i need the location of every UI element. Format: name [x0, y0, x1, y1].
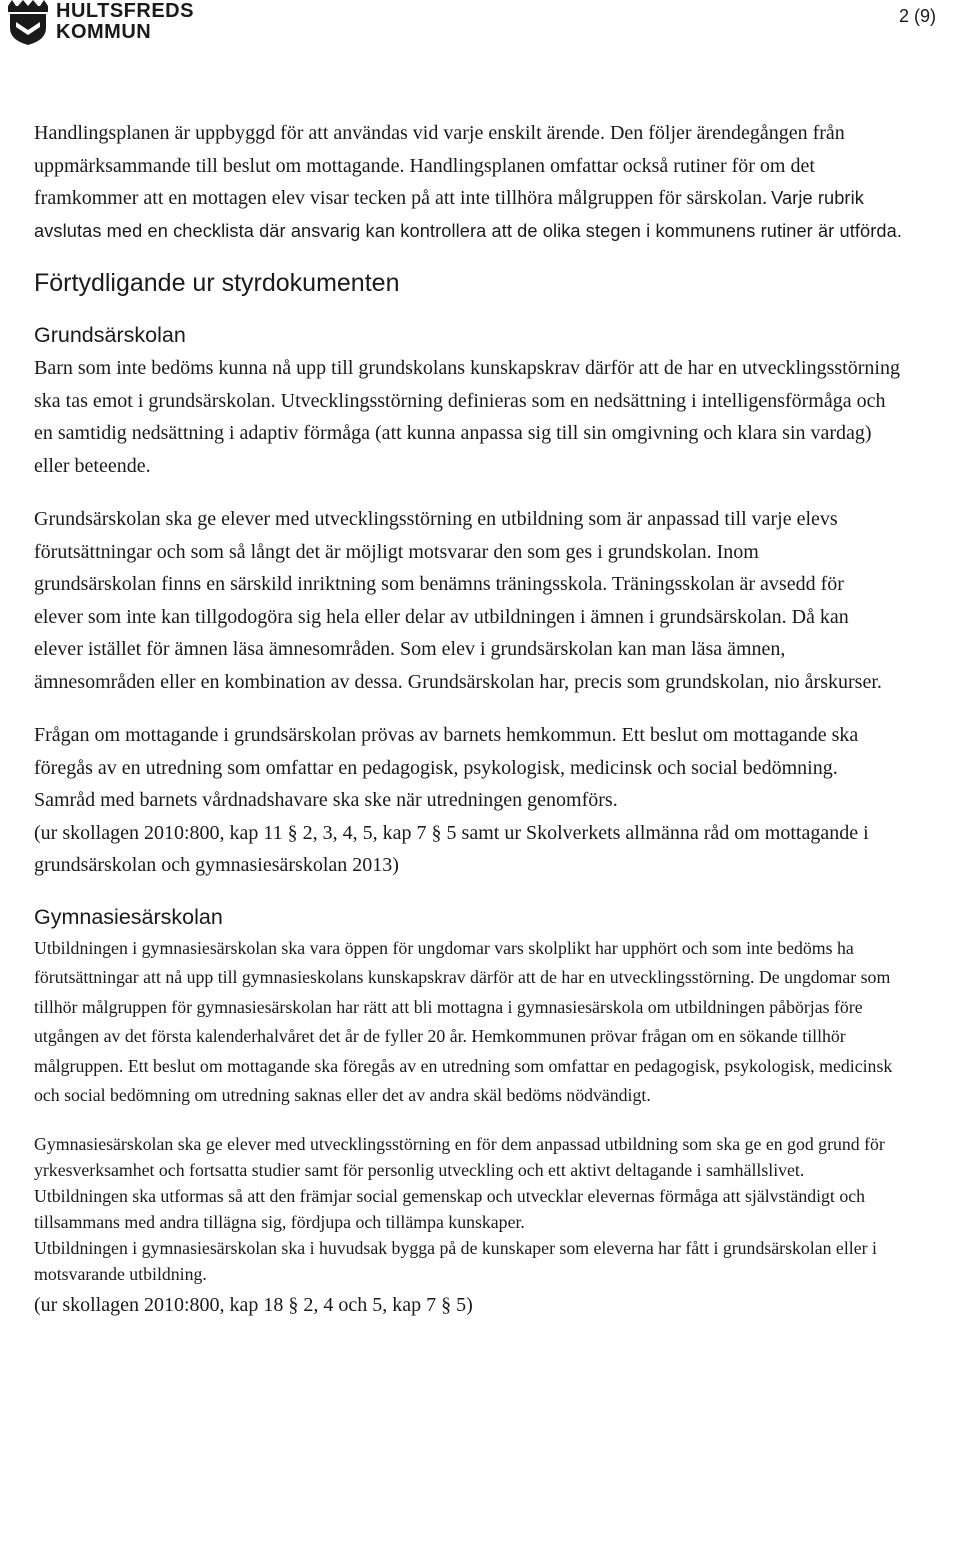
grundsarskolan-paragraph-3: Frågan om mottagande i grundsärskolan prövas av barnets hemkommun. Ett beslut om mottagande ska föregås av en utredning som omfattar en pedagogisk, psykologisk, medicinsk och social bedömning. Samråd med barnets vårdnadshavare ska ske när utredningen genomförs.: [34, 724, 859, 811]
intro-text-serif: Handlingsplanen är uppbyggd för att användas vid varje enskilt ärende. Den följer ärendegången från uppmärksammande till beslut om mottagande. Handlingsplanen omfattar också rutiner för om det framkommer att en mottagen elev visar tecken på att inte tillhöra målgruppen för särskolan.: [34, 122, 845, 209]
section-title: Förtydligande ur styrdokumenten: [34, 269, 400, 297]
grundsarskolan-paragraph-2: Grundsärskolan ska ge elever med utvecklingsstörning en utbildning som är anpassad till varje elevs förutsättningar och som så långt det är möjligt motsvarar den som ges i grundskolan. Inom grundsärskolan finns en särskild inriktning som benämns träningsskola. Träningsskolan är avsedd för elever som inte kan tillgodogöra sig hela eller delar av utbildningen i ämnen i grundsärskolan. Då kan elever istället för ämnen läsa ämnesområden. Som elev i grundsärskolan kan man läsa ämnen, ämnesområden eller en kombination av dessa. Grundsärskolan har, precis som grundskolan, nio årskurser.: [34, 508, 882, 693]
page-number: 2 (9): [898, 6, 936, 26]
grundsarskolan-reference: (ur skollagen 2010:800, kap 11 § 2, 3, 4, 5, kap 7 § 5 samt ur Skolverkets allmänna råd om mottagande i grundsärskolan och gymnasiesärskolan 2013): [34, 821, 869, 876]
logo: [6, 0, 194, 46]
heading-grundsarskolan: Grundsärskolan: [34, 323, 186, 347]
gymnasiesarskolan-paragraph-3: Utbildningen ska utformas så att den främjar social gemenskap och utvecklar elevernas förmåga att självständigt och tillsammans med andra tillägna sig, fördjupa och tillämpa kunskaper.: [34, 1186, 865, 1233]
gymnasiesarskolan-paragraph-2: Gymnasiesärskolan ska ge elever med utvecklingsstörning en för dem anpassad utbildning som ska ge en god grund för yrkesverksamhet och fortsatta studier samt för personlig utveckling och ett aktivt deltagande i samhällslivet.: [34, 1134, 885, 1181]
intro-paragraph: [34, 117, 914, 247]
grundsarskolan-paragraph-1: Barn som inte bedöms kunna nå upp till grundskolans kunskapskrav därför att de har en utvecklingsstörning ska tas emot i grundsärskolan. Utvecklingsstörning definieras som en nedsättning i intelligensförmåga och en samtidig nedsättning i adaptiv förmåga (att kunna anpassa sig till sin omgivning och klara sin vardag) eller beteende.: [34, 357, 900, 477]
intro-text-sans: Varje rubrik avslutas med en checklista där ansvarig kan kontrollera att de olika stegen i kommunens rutiner är utförda.: [34, 188, 902, 241]
municipal-crest-icon: [6, 0, 50, 46]
logo-line2: KOMMUN: [56, 21, 152, 43]
logo-text: [56, 1, 194, 43]
logo-line1: HULTSFREDS: [56, 0, 194, 22]
gymnasiesarskolan-paragraph-1: Utbildningen i gymnasiesärskolan ska vara öppen för ungdomar vars skolplikt har upphört och som inte bedöms ha förutsättningar att nå upp till gymnasieskolans kunskapskrav därför att de har en utvecklingsstörning. De ungdomar som tillhör målgruppen för gymnasiesärskolan har rätt att bli mottagna i gymnasiesärskola om utbildningen påbörjas före utgången av det första kalenderhalvåret det år de fyller 20 år. Hemkommunen prövar frågan om en sökande tillhör målgruppen. Ett beslut om mottagande ska föregås av en utredning som omfattar en pedagogisk, psykologisk, medicinsk och social bedömning om utredning saknas eller det av andra skäl bedöms nödvändigt.: [34, 937, 893, 1106]
document-body: [34, 117, 934, 1322]
gymnasiesarskolan-paragraph-4: Utbildningen i gymnasiesärskolan ska i huvudsak bygga på de kunskaper som eleverna har fått i grundsärskolan eller i motsvarande utbildning.: [34, 1238, 877, 1285]
gymnasiesarskolan-reference: (ur skollagen 2010:800, kap 18 § 2, 4 och 5, kap 7 § 5): [34, 1294, 473, 1317]
heading-gymnasiesarskolan: Gymnasiesärskolan: [34, 904, 223, 929]
